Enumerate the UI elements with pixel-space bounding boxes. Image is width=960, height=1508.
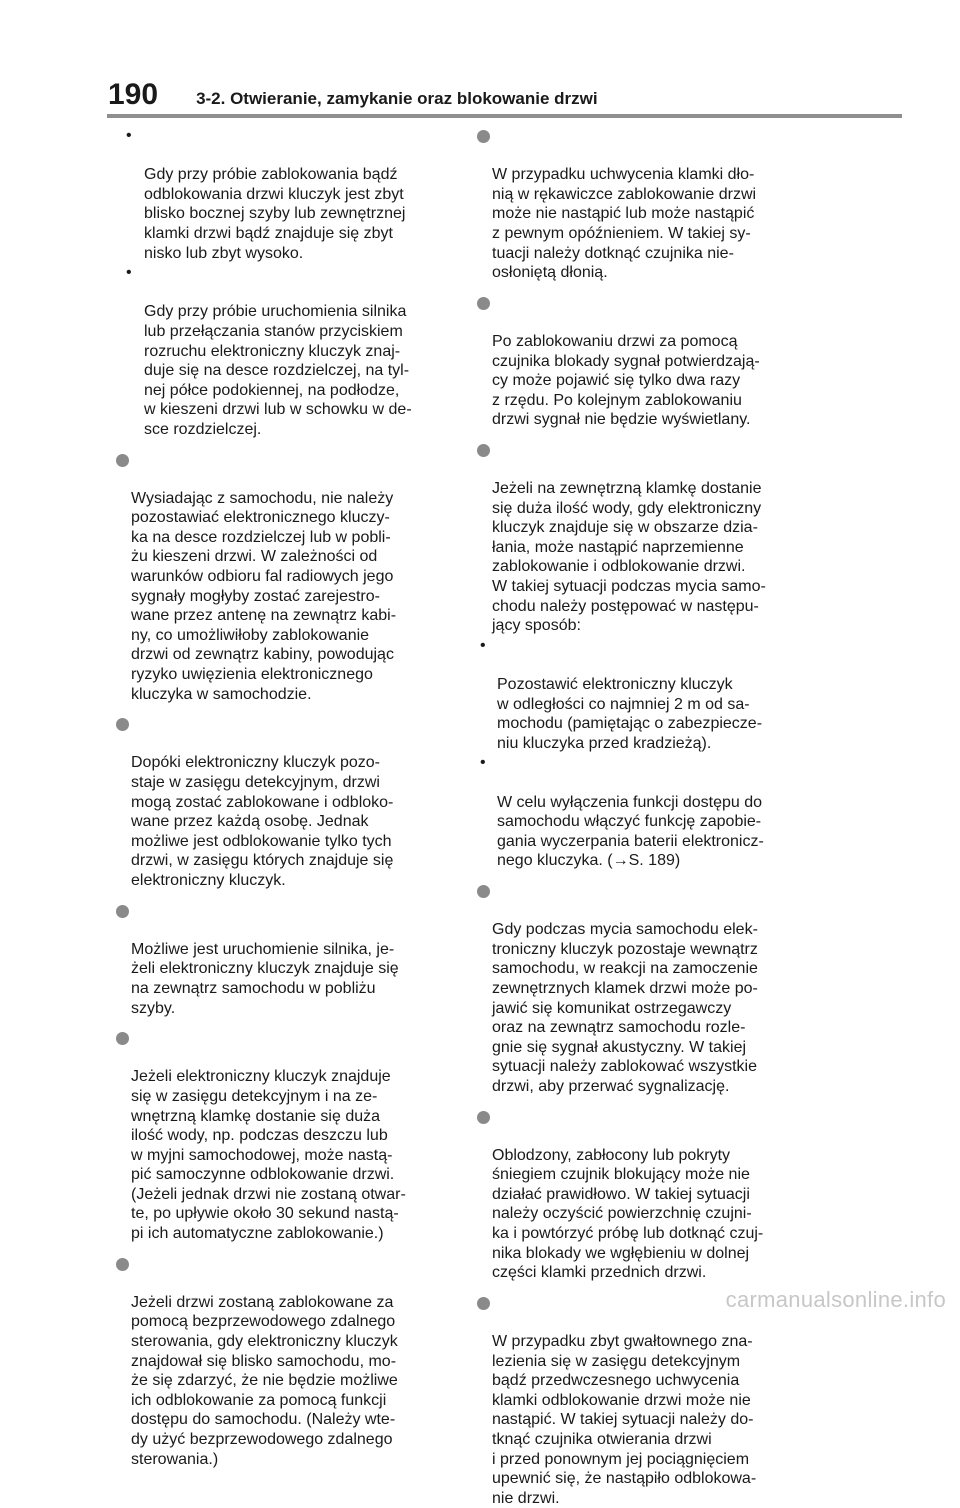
list-item bbox=[477, 636, 819, 754]
list-item bbox=[477, 1107, 819, 1283]
list-item-text: Oblodzony, zabłocony lub pokryty śniegiem czujnik blokujący może nie działać prawidłowo. W takiej sytuacji należy oczyścić powierzchnię czujni- ka i powtórzyć próbę lub dotknąć czuj- nika blokady we wgłębieniu w dolnej części klamki przednich drzwi. bbox=[492, 1146, 764, 1282]
list-item bbox=[116, 126, 460, 263]
circle-bullet-icon bbox=[477, 885, 490, 898]
list-item bbox=[477, 293, 819, 430]
list-item-text: Gdy podczas mycia samochodu elek- troniczny kluczyk pozostaje wewnątrz samochodu, w reakcji na zamoczenie zewnętrznych klamek drzwi może po- jawić się komunikat ostrzegawczy oraz na zewnątrz samochodu rozle- gnie się sygnał akustyczny. W takiej sytuacji należy zablokować wszystkie drzwi, aby przerwać sygnalizację. bbox=[492, 921, 758, 1095]
list-item bbox=[116, 263, 460, 439]
bullet-list bbox=[116, 450, 460, 1470]
circle-bullet-icon bbox=[477, 297, 490, 310]
circle-bullet-icon bbox=[477, 444, 490, 457]
circle-bullet-icon bbox=[116, 1032, 129, 1045]
list-item bbox=[116, 714, 460, 890]
list-item bbox=[116, 1254, 460, 1470]
section-title: 3-2. Otwieranie, zamykanie oraz blokowanie drzwi bbox=[196, 89, 598, 108]
list-item-text: Pozostawić elektroniczny kluczyk w odległości co najmniej 2 m od sa- mochodu (pamiętając o zabezpiecze- niu kluczyka przed kradzieżą). bbox=[497, 676, 763, 752]
page-number: 190 bbox=[108, 78, 159, 111]
list-item-text: W przypadku uchwycenia klamki dło- nią w rękawiczce zablokowanie drzwi może nie nastąpić lub może nastąpić z pewnym opóźnieniem. W takiej sy- tuacji należy dotknąć czujnika nie- osłoniętą dłonią. bbox=[492, 166, 757, 282]
list-item-text: Możliwe jest uruchomienie silnika, je- żeli elektroniczny kluczyk znajduje się na zewnątrz samochodu w pobliżu szyby. bbox=[131, 940, 399, 1017]
list-item-text: Gdy przy próbie zablokowania bądź odblokowania drzwi kluczyk jest zbyt blisko bocznej szyby lub zewnętrznej klamki drzwi bądź znajduje się zbyt nisko lub zbyt wysoko. bbox=[144, 166, 406, 262]
circle-bullet-icon bbox=[116, 1258, 129, 1271]
watermark: carmanualsonline.info bbox=[725, 1287, 946, 1312]
circle-bullet-icon bbox=[477, 1111, 490, 1124]
list-item-text: W przypadku zbyt gwałtownego zna- lezienia się w zasięgu detekcyjnym bądź przedwczesnego uchwycenia klamki odblokowanie drzwi może nie nastąpić. W takiej sytuacji należy do- tknąć czujnika otwierania drzwi i przed ponownym jej pociągnięciem upewnić się, że nastąpiło odblokowa- nie drzwi. bbox=[492, 1333, 757, 1507]
list-item-text: W celu wyłączenia funkcji dostępu do samochodu włączyć funkcję zapobie- gania wyczerpania baterii elektronicz- nego kluczyka. (→S. 189) bbox=[497, 793, 764, 870]
header-divider bbox=[107, 114, 902, 118]
circle-bullet-icon bbox=[116, 718, 129, 731]
list-item bbox=[477, 1293, 819, 1508]
list-item-text: Gdy przy próbie uruchomienia silnika lub przełączania stanów przyciskiem rozruchu elektroniczny kluczyk znaj- duje się na desce rozdzielczej, na tyl- nej półce podokiennej, na podłodze, w kieszeni drzwi lub w schowku w de- sce rozdzielczej. bbox=[144, 303, 412, 438]
list-item bbox=[477, 753, 819, 871]
list-item-text: Po zablokowaniu drzwi za pomocą czujnika blokady sygnał potwierdzają- cy może pojawić się tylko dwa razy z rzędu. Po kolejnym zablokowaniu drzwi sygnał nie będzie wyświetlany. bbox=[492, 332, 760, 429]
list-item-text: Jeżeli elektroniczny kluczyk znajduje się w zasięgu detekcyjnym i na ze- wnętrzną klamkę dostanie się duża ilość wody, np. podczas deszczu lub w myjni samochodowej, może nastą- pić samoczynne odblokowanie drzwi. (Jeżeli jednak drzwi nie zostaną otwar- te, po upływie około 30 sekund nastą- pi ich automatyczne zablokowanie.) bbox=[131, 1068, 406, 1243]
bullet-list bbox=[477, 881, 819, 1508]
page-header bbox=[108, 78, 598, 118]
bullet-dot-icon: • bbox=[480, 754, 486, 772]
list-item bbox=[477, 440, 819, 636]
list-item bbox=[116, 1028, 460, 1244]
list-item bbox=[116, 450, 460, 705]
circle-bullet-icon bbox=[477, 1297, 490, 1310]
list-item-text: Wysiadając z samochodu, nie należy pozostawiać elektronicznego kluczy- ka na desce rozdzielczej lub w pobli- żu kieszeni drzwi. W zależności od warunków odbioru fal radiowych jego sygnały mogłyby zostać zarejestro- wane przez antenę na zewnątrz kabi- ny, co umożliwiłoby zablokowanie drzwi od zewnątrz kabiny, powodując ryzyko uwięzienia elektronicznego kluczyka w samochodzie. bbox=[131, 489, 397, 703]
bullet-dot-icon: • bbox=[126, 264, 132, 282]
list-item bbox=[116, 901, 460, 1019]
left-column bbox=[116, 126, 460, 1469]
list-item-text: Dopóki elektroniczny kluczyk pozo- staje w zasięgu detekcyjnym, drzwi mogą zostać zablokowane i odbloko- wane przez każdą osobę. Jednak możliwe jest odblokowanie tylko tych drzwi, w zasięgu których znajduje się elektroniczny kluczyk. bbox=[131, 754, 394, 889]
bullet-dot-icon: • bbox=[480, 636, 486, 654]
circle-bullet-icon bbox=[116, 905, 129, 918]
circle-bullet-icon bbox=[477, 130, 490, 143]
bullet-dot-icon: • bbox=[126, 127, 132, 144]
list-item bbox=[477, 881, 819, 1097]
list-item-text: Jeżeli na zewnętrzną klamkę dostanie się duża ilość wody, gdy elektroniczny kluczyk znajduje się w obszarze dzia- łania, może nastąpić naprzemienne zablokowanie i odblokowanie drzwi. W takiej sytuacji podczas mycia samo- chodu należy postępować w następu- jący sposób: bbox=[492, 480, 766, 635]
list-item bbox=[477, 126, 819, 283]
circle-bullet-icon bbox=[116, 454, 129, 467]
list-item-text: Jeżeli drzwi zostaną zablokowane za pomocą bezprzewodowego zdalnego sterowania, gdy elektroniczny kluczyk znajdował się blisko samochodu, mo- że się zdarzyć, że nie będzie możliwe ich odblokowanie za pomocą funkcji dostępu do samochodu. (Należy wte- dy użyć bezprzewodowego zdalnego sterowania.) bbox=[131, 1293, 398, 1468]
